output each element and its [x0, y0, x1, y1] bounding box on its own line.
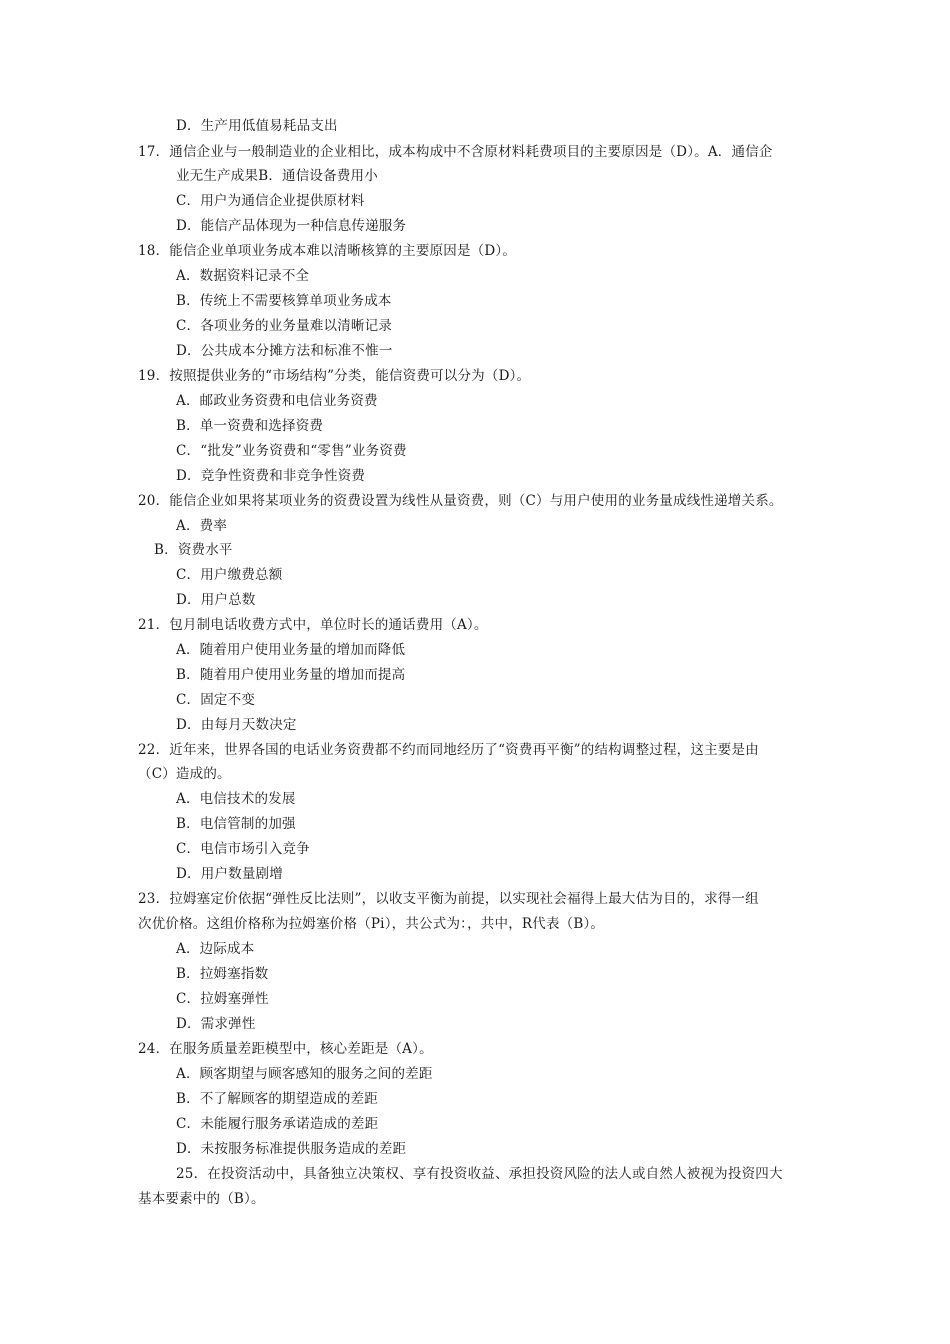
- option-line: A．边际成本: [176, 941, 255, 957]
- option-line: C．“批发”业务资费和“零售”业务资费: [176, 443, 407, 459]
- option-line: D．未按服务标准提供服务造成的差距: [176, 1141, 407, 1157]
- option-line: A．电信技术的发展: [176, 791, 296, 807]
- option-line: D．用户总数: [176, 592, 256, 608]
- option-line: D．由每月天数决定: [176, 717, 297, 733]
- option-line: B．电信管制的加强: [176, 816, 296, 832]
- option-line: C．电信市场引入竞争: [176, 841, 310, 857]
- option-line: D．能信产品体现为一种信息传递服务: [176, 218, 407, 234]
- option-line: D．公共成本分摊方法和标准不惟一: [176, 343, 393, 359]
- question-line: 21．包月制电话收费方式中，单位时长的通话费用（A）。: [138, 617, 488, 633]
- option-line: A．数据资料记录不全: [176, 268, 310, 284]
- question-line: 22．近年来，世界各国的电话业务资费都不约而同地经历了“资费再平衡”的结构调整过程，这主要是由: [138, 742, 759, 758]
- option-line: B．单一资费和选择资费: [176, 418, 324, 434]
- option-line: B．传统上不需要核算单项业务成本: [176, 293, 392, 309]
- question-continuation-line: （C）造成的。: [138, 766, 231, 782]
- option-line: D．竞争性资费和非竞争性资费: [176, 468, 366, 484]
- option-line: A．费率: [176, 518, 228, 534]
- option-line: D．需求弹性: [176, 1016, 256, 1032]
- question-line: 20．能信企业如果将某项业务的资费设置为线性从量资费，则（C）与用户使用的业务量成线性递增关系。: [138, 493, 783, 509]
- option-line: B．不了解顾客的期望造成的差距: [176, 1091, 378, 1107]
- question-line: 25．在投资活动中，具备独立决策权、享有投资收益、承担投资风险的法人或自然人被视为投资四大: [176, 1166, 783, 1182]
- question-line: 18．能信企业单项业务成本难以清晰核算的主要原因是（D）。: [138, 243, 517, 259]
- option-line: B．拉姆塞指数: [176, 966, 269, 982]
- question-line: 17．通信企业与一般制造业的企业相比，成本构成中不含原材料耗费项目的主要原因是（D）。A．通信企: [138, 144, 773, 160]
- option-line: B．随着用户使用业务量的增加而提高: [176, 667, 406, 683]
- option-line: D．生产用低值易耗品支出: [176, 118, 338, 134]
- option-line: C．用户缴费总额: [176, 567, 283, 583]
- option-line: D．用户数量剧增: [176, 866, 283, 882]
- question-line: 24．在服务质量差距模型中，核心差距是（A）。: [138, 1041, 433, 1057]
- option-line: C．固定不变: [176, 692, 256, 708]
- option-line: A．顾客期望与顾客感知的服务之间的差距: [176, 1066, 433, 1082]
- option-line: C．未能履行服务承诺造成的差距: [176, 1116, 379, 1132]
- option-line: A．随着用户使用业务量的增加而降低: [176, 642, 406, 658]
- question-line: 19．按照提供业务的“市场结构”分类，能信资费可以分为（D）。: [138, 368, 531, 384]
- question-line: 23．拉姆塞定价依据“弹性反比法则”，以收支平衡为前提，以实现社会福得上最大估为目的，求得一组: [138, 891, 759, 907]
- option-line: C．拉姆塞弹性: [176, 991, 269, 1007]
- option-line: C．各项业务的业务量难以清晰记录: [176, 318, 393, 334]
- option-line: B．资费水平: [154, 542, 233, 558]
- option-line: C．用户为通信企业提供原材料: [176, 193, 365, 209]
- question-continuation-line: 基本要素中的（B）。: [138, 1191, 265, 1207]
- question-continuation-line: 业无生产成果B．通信设备费用小: [176, 168, 378, 184]
- option-line: A．邮政业务资费和电信业务资费: [176, 393, 378, 409]
- question-continuation-line: 次优价格。这组价格称为拉姆塞价格（Pi），共公式为：，共中，R代表（B）。: [138, 916, 605, 932]
